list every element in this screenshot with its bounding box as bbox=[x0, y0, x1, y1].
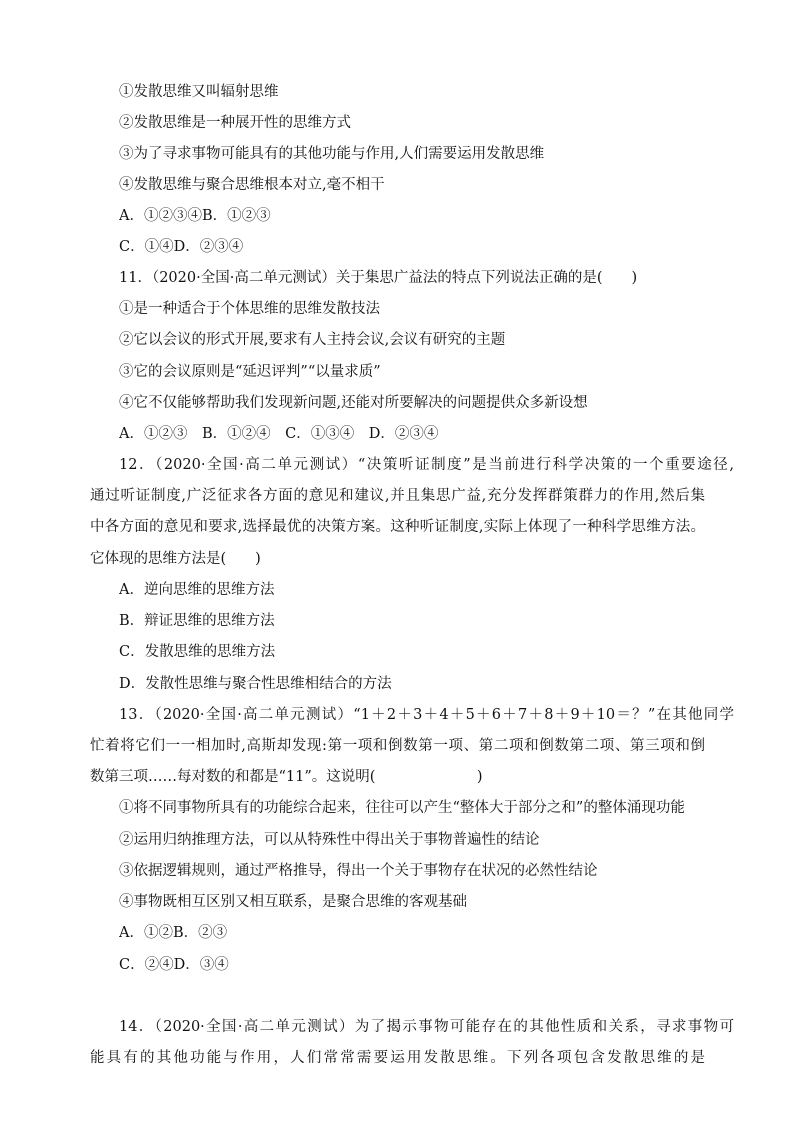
q10-choices-ab: A．①②③④B．①②③ bbox=[119, 208, 271, 224]
q12-stem-line-2: 通过听证制度,广泛征求各方面的意见和建议,并且集思广益,充分发挥群策群力的作用,然后集 bbox=[90, 488, 705, 504]
q12-choice-b: B．辩证思维的思维方法 bbox=[119, 613, 275, 629]
q13-option-2: ②运用归纳推理方法，可以从特殊性中得出关于事物普遍性的结论 bbox=[119, 832, 540, 848]
q13-stem-line-2: 忙着将它们一一相加时,高斯却发现:第一项和倒数第一项、第二项和倒数第二项、第三项和倒 bbox=[90, 738, 705, 754]
q10-option-1: ①发散思维又叫辐射思维 bbox=[119, 84, 279, 100]
q11-stem: 11．（2020·全国·高二单元测试）关于集思广益法的特点下列说法正确的是( ) bbox=[119, 270, 638, 286]
q11-option-2: ②它以会议的形式开展,要求有人主持会议,会议有研究的主题 bbox=[119, 332, 506, 348]
q14-stem-line-2: 能具有的其他功能与作用，人们常常需要运用发散思维。下列各项包含发散思维的是 bbox=[90, 1050, 705, 1066]
q13-choices-ab: A．①②B．②③ bbox=[119, 925, 228, 941]
q10-option-3: ③为了寻求事物可能具有的其他功能与作用,人们需要运用发散思维 bbox=[119, 146, 545, 162]
q13-option-3: ③依据逻辑规则，通过严格推导，得出一个关于事物存在状况的必然性结论 bbox=[119, 863, 598, 879]
q13-stem-line-3: 数第三项……每对数的和都是“11”。这说明( ) bbox=[90, 769, 483, 785]
q14-stem-line-1: 14．（2020·全国·高二单元测试）为了揭示事物可能存在的其他性质和关系，寻求事物可 bbox=[119, 1019, 734, 1035]
q13-choices-cd: C．②④D．③④ bbox=[119, 957, 229, 973]
q11-option-1: ①是一种适合于个体思维的思维发散技法 bbox=[119, 301, 380, 317]
q10-option-4: ④发散思维与聚合思维根本对立,毫不相干 bbox=[119, 177, 385, 193]
q12-choice-c: C．发散思维的思维方法 bbox=[119, 644, 276, 660]
q11-choices: A．①②③ B．①②④ C．①③④ D．②③④ bbox=[119, 426, 439, 442]
q12-stem-line-3: 中各方面的意见和要求,选择最优的决策方案。这种听证制度,实际上体现了一种科学思维方法。 bbox=[90, 519, 705, 535]
q12-stem-line-1: 12．（2020·全国·高二单元测试）“决策听证制度”是当前进行科学决策的一个重要途径, bbox=[119, 457, 734, 473]
q10-choices-cd: C．①④D．②③④ bbox=[119, 239, 244, 255]
q13-stem-line-1: 13．（2020·全国·高二单元测试）“1＋2＋3＋4＋5＋6＋7＋8＋9＋10＝？”在其他同学 bbox=[119, 707, 734, 723]
q12-choice-a: A．逆向思维的思维方法 bbox=[119, 582, 275, 598]
q11-option-3: ③它的会议原则是“延迟评判”“以量求质” bbox=[119, 364, 381, 380]
q10-option-2: ②发散思维是一种展开性的思维方式 bbox=[119, 115, 351, 131]
q13-option-1: ①将不同事物所具有的功能综合起来，往往可以产生“整体大于部分之和”的整体涌现功能 bbox=[119, 800, 685, 816]
q12-stem-line-4: 它体现的思维方法是( ) bbox=[90, 551, 261, 567]
q13-option-4: ④事物既相互区别又相互联系，是聚合思维的客观基础 bbox=[119, 894, 467, 910]
q11-option-4: ④它不仅能够帮助我们发现新问题,还能对所要解决的问题提供众多新设想 bbox=[119, 395, 588, 411]
q12-choice-d: D．发散性思维与聚合性思维相结合的方法 bbox=[119, 676, 392, 692]
